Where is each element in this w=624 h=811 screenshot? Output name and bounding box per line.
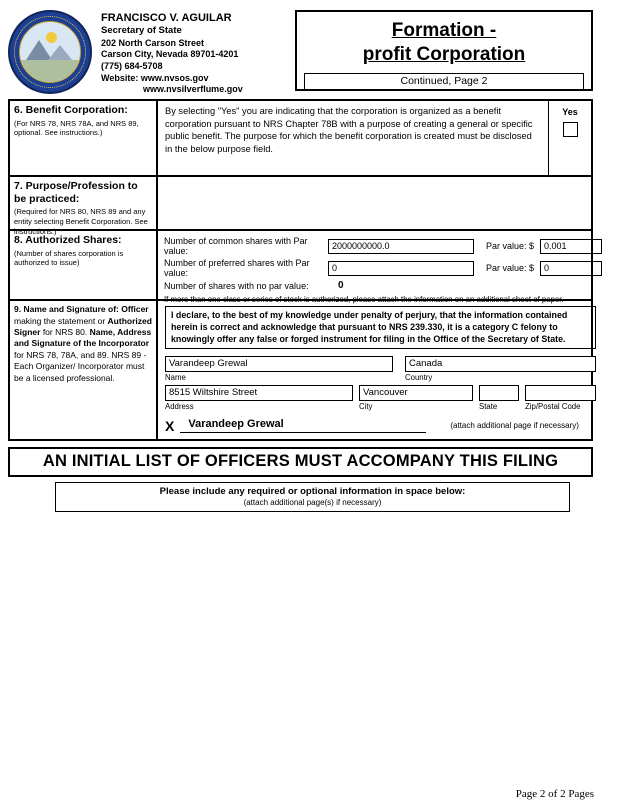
nevada-state-seal-icon	[8, 10, 92, 94]
optional-info-area	[0, 512, 624, 772]
section-7-label-cell	[10, 177, 158, 236]
common-shares-label: Number of common shares with Par value:	[164, 236, 308, 257]
state-input[interactable]	[479, 385, 519, 401]
address-field-group	[165, 385, 353, 411]
city-label: City	[359, 402, 373, 412]
section-6-subtitle: (For NRS 78, NRS 78A, and NRS 89, optional. See instructions.)	[14, 118, 139, 138]
address-line-1: 202 North Carson Street	[101, 37, 205, 48]
no-par-shares-label: Number of shares with no par value:	[164, 280, 309, 291]
state-field-group	[479, 385, 519, 411]
section-7-purpose	[10, 177, 591, 236]
signature-input[interactable]: Varandeep Grewal	[180, 418, 426, 433]
section-8-authorized-shares	[10, 231, 591, 305]
form-title-line-1: Formation -	[391, 20, 497, 41]
perjury-declaration: I declare, to the best of my knowledge under penalty of perjury, that the information contained herein is correct and acknowledge that pursuant to NRS 239.330, it is a category C felony to knowingly offer any false or forged instrument for filing in the Office of the Secretary of State.	[165, 306, 596, 349]
signature-row	[165, 418, 596, 433]
benefit-yes-cell	[549, 101, 591, 175]
country-input[interactable]: Canada	[405, 356, 596, 372]
address-input[interactable]: 8515 Wiltshire Street	[165, 385, 353, 401]
preferred-shares-label: Number of preferred shares with Par value:	[164, 258, 310, 279]
name-country-row	[165, 356, 596, 382]
name-label: Name	[165, 373, 186, 383]
address-row	[165, 385, 596, 411]
name-input[interactable]: Varandeep Grewal	[165, 356, 393, 372]
section-6-title: 6. Benefit Corporation:	[14, 104, 128, 117]
agency-block	[8, 10, 243, 96]
form-subtitle: Continued, Page 2	[304, 73, 584, 89]
city-input[interactable]: Vancouver	[359, 385, 473, 401]
page-header	[8, 10, 593, 96]
zip-field-group	[525, 385, 596, 411]
address-label: Address	[165, 402, 194, 412]
section-7-title: 7. Purpose/Profession to be practiced:	[14, 180, 138, 205]
agency-info	[101, 10, 243, 96]
section-6-benefit-corporation	[10, 101, 591, 177]
additional-sheet-note: If more than one class or series of stock is authorized, please attach the information on an additional sheet of paper.	[164, 295, 564, 305]
purpose-field[interactable]	[158, 177, 591, 229]
attach-page-note: (attach additional page if necessary)	[450, 421, 579, 431]
section-8-label-cell	[10, 231, 158, 299]
preferred-shares-row	[164, 258, 602, 278]
city-field-group	[359, 385, 473, 411]
website-label: Website:	[101, 72, 139, 83]
benefit-yes-label: Yes	[562, 107, 578, 118]
form-title-box	[295, 10, 593, 91]
section-6-label-cell	[10, 101, 158, 175]
common-par-input[interactable]: 0.001	[540, 239, 602, 254]
no-par-shares-row	[164, 280, 602, 291]
preferred-shares-input[interactable]: 0	[328, 261, 474, 276]
website-line	[101, 73, 243, 85]
phone-number: (775) 684-5708	[101, 61, 163, 72]
zip-input[interactable]	[525, 385, 596, 401]
website-url-nvsos: www.nvsos.gov	[140, 72, 209, 83]
address-line-2: Carson City, Nevada 89701-4201	[101, 49, 239, 60]
form-table	[8, 99, 593, 441]
section-7-subtitle: (Required for NRS 80, NRS 89 and any entity selecting Benefit Corporation. See instructions.)	[14, 207, 148, 236]
optional-info-instruction: Please include any required or optional information in space below:	[159, 486, 466, 498]
section-8-content	[158, 231, 608, 305]
signature-x-mark: X	[165, 418, 175, 435]
section-8-title: 8. Authorized Shares:	[14, 234, 122, 247]
country-label: Country	[405, 373, 433, 383]
zip-label: Zip/Postal Code	[525, 402, 581, 412]
form-title	[297, 12, 591, 71]
name-field-group	[165, 356, 393, 382]
state-label: State	[479, 402, 498, 412]
common-par-label: Par value: $	[486, 241, 535, 252]
section-9-content	[158, 301, 603, 439]
optional-info-note: (attach additional page(s) if necessary)	[243, 498, 382, 508]
preferred-par-label: Par value: $	[486, 263, 535, 274]
secretary-name: FRANCISCO V. AGUILAR	[101, 12, 232, 24]
section-9-label-cell: 9. Name and Signature of: Officer making the statement or Authorized Signer for NRS 80. Name, Address and Signature of the Incorporator for NRS 78, 78A, and 89. NRS 89 - Each Organizer/ Incorporator must be a licensed professional.	[10, 301, 158, 439]
section-9-title: 9. Name and Signature of:	[14, 304, 122, 315]
optional-info-box	[55, 482, 570, 512]
section-8-subtitle: (Number of shares corporation is authorized to issue)	[14, 248, 124, 268]
common-shares-row	[164, 236, 602, 256]
section-9-name-signature	[10, 301, 591, 439]
seal-artwork	[19, 21, 81, 83]
secretary-title: Secretary of State	[101, 25, 182, 37]
initial-list-banner: AN INITIAL LIST OF OFFICERS MUST ACCOMPANY THIS FILING	[8, 447, 593, 477]
benefit-corporation-description: By selecting "Yes" you are indicating that the corporation is organized as a benefit corporation pursuant to NRS Chapter 78B with a purpose of creating a general or specific public benefit. The purpose for which the benefit corporation is created must be disclosed in the below purpose field.	[158, 101, 549, 175]
no-par-shares-input[interactable]: 0	[338, 280, 344, 292]
form-title-line-2: profit Corporation	[362, 43, 526, 65]
page-number: Page 2 of 2 Pages	[515, 788, 594, 800]
website-url-silverflume: www.nvsilverflume.gov	[143, 84, 243, 95]
benefit-yes-checkbox[interactable]	[563, 122, 578, 137]
preferred-par-input[interactable]: 0	[540, 261, 602, 276]
country-field-group	[405, 356, 596, 382]
common-shares-input[interactable]: 2000000000.0	[328, 239, 474, 254]
